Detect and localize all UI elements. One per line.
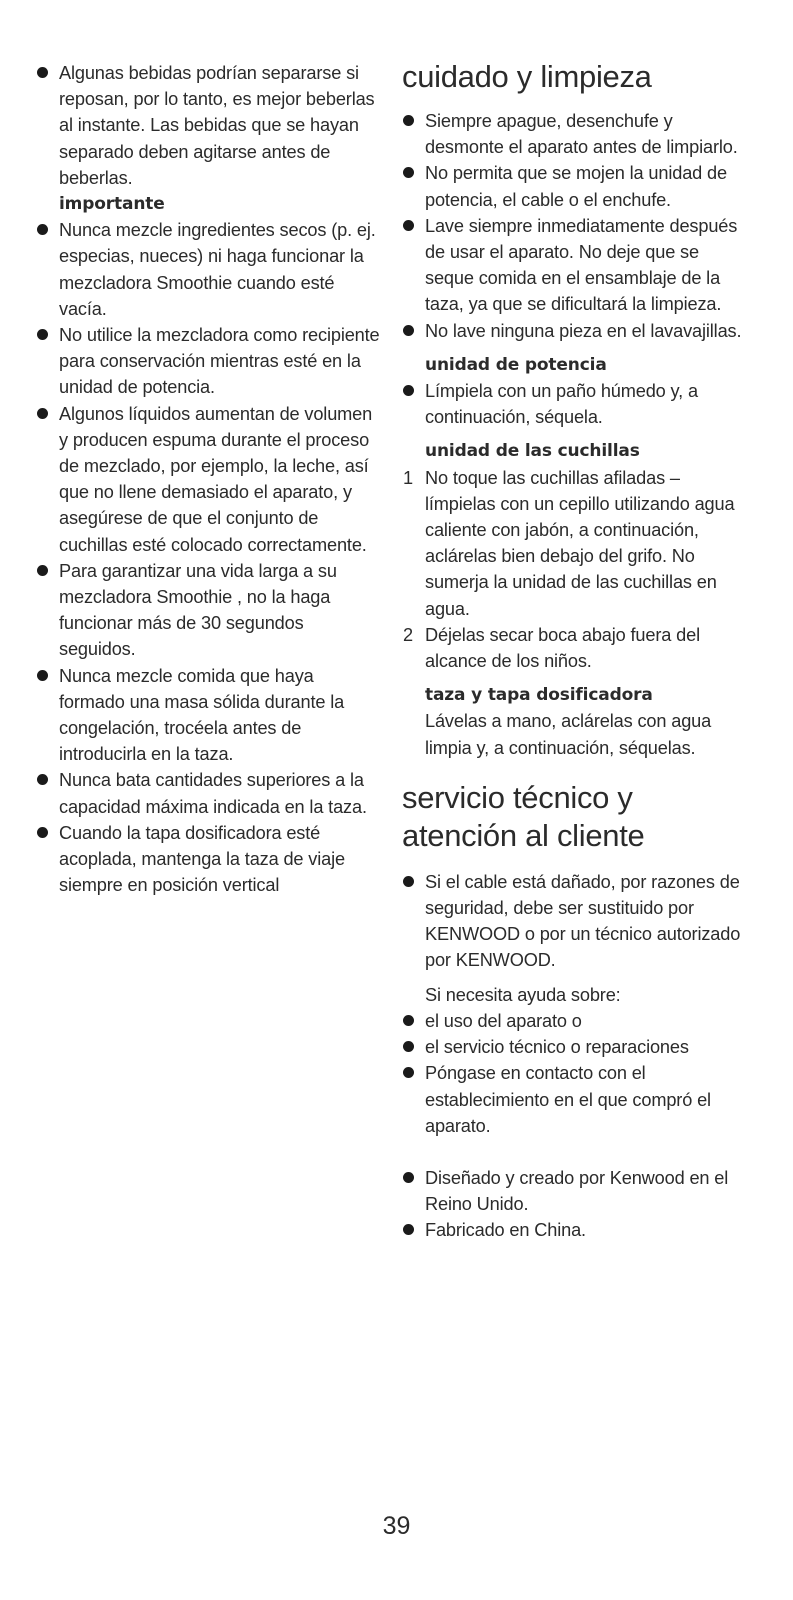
cup-lid-heading: taza y tapa dosificadora	[425, 685, 653, 706]
service-heading-line1: servicio técnico y	[402, 779, 633, 815]
step-text: No toque las cuchillas afiladas – límpielas con un cepillo utilizando agua caliente con jabón, a continuación, aclárelas bien debajo del grifo. No sumerja la unidad de las cuchillas en agua.	[425, 467, 735, 619]
list-item: Cuando la tapa dosificadora esté acoplada, mantenga la taza de viaje siempre en posición vertical	[36, 820, 381, 899]
list-item: Algunos líquidos aumentan de volumen y producen espuma durante el proceso de mezclado, por ejemplo, la leche, así que no llene demasiado el aparato, y asegúrese de que el conjunto de cuchillas esté colocado correctamente.	[36, 401, 381, 558]
important-list	[36, 217, 381, 898]
list-item: Fabricado en China.	[402, 1217, 752, 1243]
blade-steps	[402, 465, 752, 675]
list-item: Algunas bebidas podrían separarse si reposan, por lo tanto, es mejor beberlas al instante. Las bebidas que se hayan separado deben agitarse antes de beberlas.	[36, 60, 381, 191]
list-item: Diseñado y creado por Kenwood en el Reino Unido.	[402, 1165, 752, 1217]
list-item: No permita que se mojen la unidad de potencia, el cable o el enchufe.	[402, 160, 752, 212]
list-item: Siempre apague, desenchufe y desmonte el aparato antes de limpiarlo.	[402, 108, 752, 160]
list-item: Lave siempre inmediatamente después de usar el aparato. No deje que se seque comida en el ensamblaje de la taza, ya que se dificultará la limpieza.	[402, 213, 752, 318]
list-item: el servicio técnico o reparaciones	[402, 1034, 752, 1060]
help-list	[402, 1008, 752, 1139]
list-item: No utilice la mezcladora como recipiente para conservación mientras esté en la unidad de potencia.	[36, 322, 381, 401]
numbered-step	[402, 622, 752, 674]
cup-lid-text: Lávelas a mano, aclárelas con agua limpia y, a continuación, séquelas.	[425, 711, 712, 758]
list-item: Límpiela con un paño húmedo y, a continuación, séquela.	[402, 378, 752, 430]
page-number: 39	[382, 1512, 411, 1540]
step-text: Déjelas secar boca abajo fuera del alcance de los niños.	[425, 624, 700, 672]
step-number: 1	[403, 467, 413, 488]
help-intro: Si necesita ayuda sobre:	[425, 984, 621, 1005]
important-heading: importante	[59, 194, 165, 215]
service-heading	[402, 779, 752, 855]
left-column	[36, 60, 381, 899]
list-item: Nunca bata cantidades superiores a la capacidad máxima indicada en la taza.	[36, 767, 381, 819]
origin-list	[402, 1165, 752, 1244]
list-item: Si el cable está dañado, por razones de seguridad, debe ser sustituido por KENWOOD o por un técnico autorizado por KENWOOD.	[402, 869, 752, 974]
list-item: Póngase en contacto con el establecimiento en el que compró el aparato.	[402, 1060, 752, 1139]
list-item: Para garantizar una vida larga a su mezcladora Smoothie , no la haga funcionar más de 30 segundos seguidos.	[36, 558, 381, 663]
numbered-step	[402, 465, 752, 622]
care-heading: cuidado y limpieza	[402, 59, 652, 94]
list-item: Nunca mezcle comida que haya formado una masa sólida durante la congelación, trocéela antes de introducirla en la taza.	[36, 663, 381, 768]
right-column	[402, 58, 752, 1244]
power-unit-heading: unidad de potencia	[425, 354, 607, 375]
step-number: 2	[403, 624, 413, 645]
blade-unit-heading: unidad de las cuchillas	[425, 441, 640, 462]
list-item: Nunca mezcle ingredientes secos (p. ej. especias, nueces) ni haga funcionar la mezcladora Smoothie cuando esté vacía.	[36, 217, 381, 322]
list-item: el uso del aparato o	[402, 1008, 752, 1034]
list-item: No lave ninguna pieza en el lavavajillas.	[402, 318, 752, 344]
service-heading-line2: atención al cliente	[402, 817, 645, 853]
care-list	[402, 108, 752, 344]
